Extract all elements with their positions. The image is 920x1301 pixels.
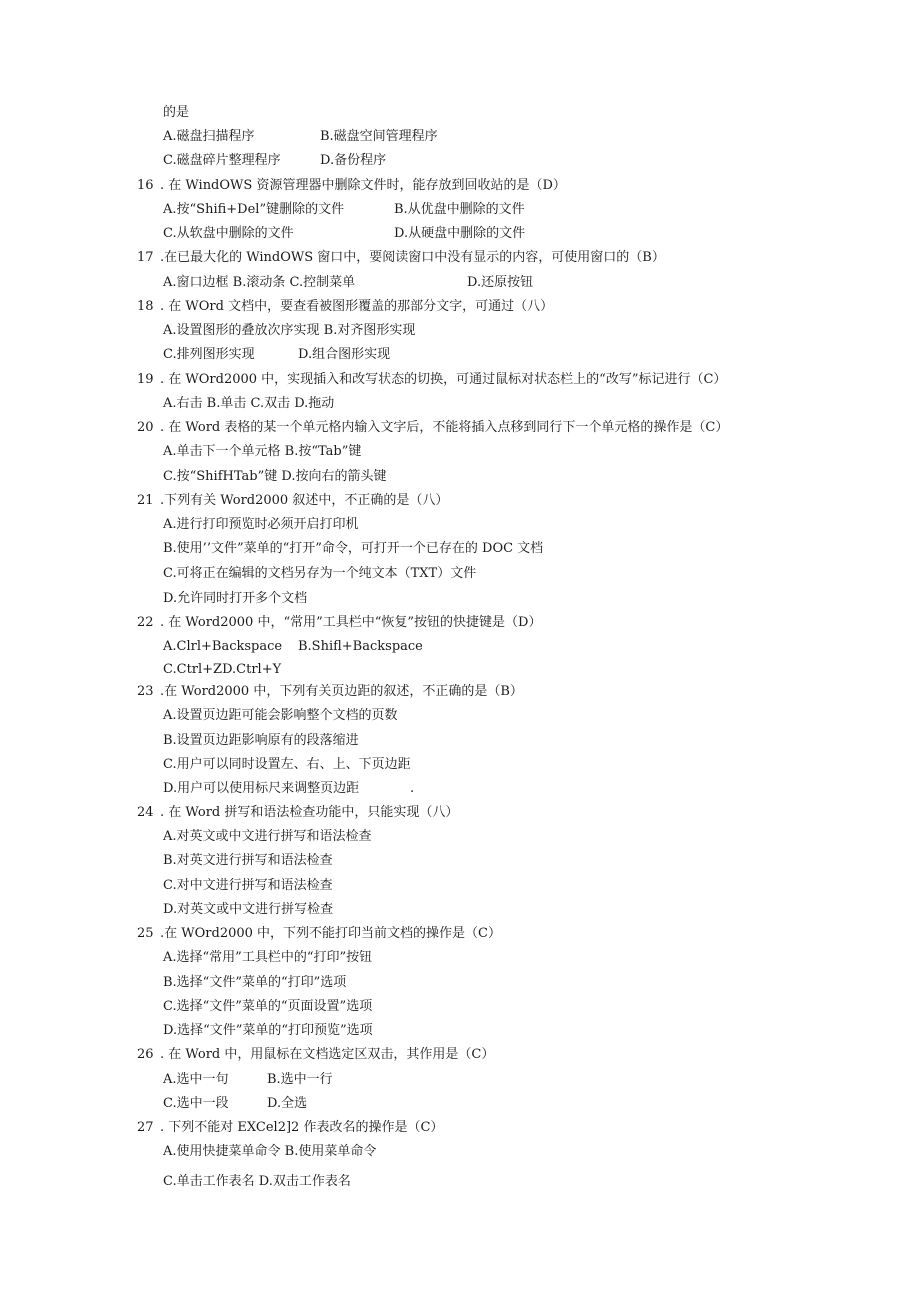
question-text: . 在 WOrd 文档中，要查看被图形覆盖的那部分文字，可通过（八） [160, 299, 554, 314]
question-text: . 在 Word2000 中，“常用”工具栏中“恢复”按钮的快捷键是（D） [160, 615, 542, 630]
answer-option: A.设置页边距可能会影响整个文档的页数 [163, 708, 398, 723]
question-number: 27 [137, 1120, 154, 1135]
answer-option: A.右击 B.单击 C.双击 D.拖动 [163, 396, 335, 411]
answer-option: D.全选 [267, 1096, 308, 1111]
answer-option: C.从软盘中删除的文件 [163, 226, 294, 241]
answer-option: A.设置图形的叠放次序实现 B.对齐图形实现 [163, 323, 416, 338]
answer-option: A.进行打印预览时必须开启打印机 [163, 517, 359, 532]
question-number: 17 [137, 250, 154, 265]
question-text: . 在 WindOWS 资源管理器中删除文件时，能存放到回收站的是（D） [160, 178, 566, 193]
answer-option: A.按“Shifi+Del”键删除的文件 [163, 202, 345, 217]
question-text: . 在 WOrd2000 中，实现插入和改写状态的切换，可通过鼠标对状态栏上的“改写”标记进行（C） [160, 372, 727, 387]
answer-option: B.选择“文件”菜单的“打印”选项 [163, 975, 347, 990]
answer-option: D.用户可以使用标尺来调整页边距 [163, 781, 360, 796]
question-text: .下列有关 Word2000 叙述中，不正确的是（八） [160, 493, 449, 508]
answer-option: A.选择“常用”工具栏中的“打印”按钮 [163, 950, 373, 965]
answer-option: C.磁盘碎片整理程序 [163, 153, 281, 168]
answer-option: C.Ctrl+ZD.Ctrl+Y [163, 662, 282, 677]
answer-option: B.Shifl+Backspace [298, 639, 423, 654]
question-text: . 下列不能对 EXCel2]2 作表改名的操作是（C） [160, 1120, 444, 1135]
answer-option: C.用户可以同时设置左、右、上、下页边距 [163, 757, 411, 772]
question-text: . 在 Word 中，用鼠标在文档选定区双击，其作用是（C） [160, 1047, 495, 1062]
question-number: 16 [137, 178, 154, 193]
answer-option: C.可将正在编辑的文档另存为一个纯文本（TXT）文件 [163, 566, 477, 581]
answer-option: . [410, 781, 415, 796]
answer-option: C.对中文进行拼写和语法检查 [163, 878, 333, 893]
answer-option: A.单击下一个单元格 B.按“Tab”键 [163, 444, 362, 459]
question-number: 18 [137, 299, 154, 314]
answer-option: A.窗口边框 B.滚动条 C.控制菜单 [163, 275, 356, 290]
question-number: 19 [137, 372, 154, 387]
question-number: 21 [137, 493, 154, 508]
answer-option: B.磁盘空间管理程序 [320, 129, 438, 144]
answer-option: D.备份程序 [320, 153, 387, 168]
answer-option: C.选中一段 [163, 1096, 229, 1111]
answer-option: A.选中一句 [163, 1072, 229, 1087]
answer-option: A.Clrl+Backspace [163, 639, 283, 654]
question-text: . 在 Word 表格的某一个单元格内输入文字后，不能将插入点移到同行下一个单元格的操作是（C） [160, 420, 729, 435]
answer-option: A.使用快捷菜单命令 B.使用菜单命令 [163, 1144, 377, 1159]
answer-option: D.从硬盘中删除的文件 [394, 226, 526, 241]
question-number: 20 [137, 420, 154, 435]
question-number: 25 [137, 926, 154, 941]
answer-option: C.排列图形实现 [163, 347, 255, 362]
question-number: 24 [137, 805, 154, 820]
answer-option: A.对英文或中文进行拼写和语法检查 [163, 829, 372, 844]
question-number: 22 [137, 615, 154, 630]
answer-option: D.还原按钮 [467, 275, 534, 290]
answer-option: B.选中一行 [267, 1072, 333, 1087]
question-text: .在 Word2000 中，下列有关页边距的叙述，不正确的是（B） [160, 684, 523, 699]
answer-option: B.从优盘中删除的文件 [394, 202, 525, 217]
answer-option: B.使用’’文件”菜单的“打开”命令，可打开一个已存在的 DOC 文档 [163, 541, 544, 556]
answer-option: D.组合图形实现 [298, 347, 391, 362]
answer-option: B.对英文进行拼写和语法检查 [163, 853, 333, 868]
answer-option: C.按“ShifHTab”键 D.按向右的箭头键 [163, 469, 387, 484]
answer-option: D.对英文或中文进行拼写检查 [163, 902, 334, 917]
answer-option: A.磁盘扫描程序 [163, 129, 255, 144]
question-text: .在 WOrd2000 中，下列不能打印当前文档的操作是（C） [160, 926, 501, 941]
question-number: 23 [137, 684, 154, 699]
question-text: . 在 Word 拼写和语法检查功能中，只能实现（八） [160, 805, 459, 820]
question-number: 26 [137, 1047, 154, 1062]
answer-option: C.选择“文件”菜单的“页面设置”选项 [163, 999, 373, 1014]
answer-option: D.允许同时打开多个文档 [163, 591, 308, 606]
answer-option: D.选择“文件”菜单的“打印预览”选项 [163, 1023, 373, 1038]
question-text: .在已最大化的 WindOWS 窗口中，要阅读窗口中没有显示的内容，可使用窗口的（B） [160, 250, 665, 265]
answer-option: 的是 [163, 105, 190, 120]
answer-option: B.设置页边距影响原有的段落缩进 [163, 733, 359, 748]
answer-option: C.单击工作表名 D.双击工作表名 [163, 1174, 351, 1189]
